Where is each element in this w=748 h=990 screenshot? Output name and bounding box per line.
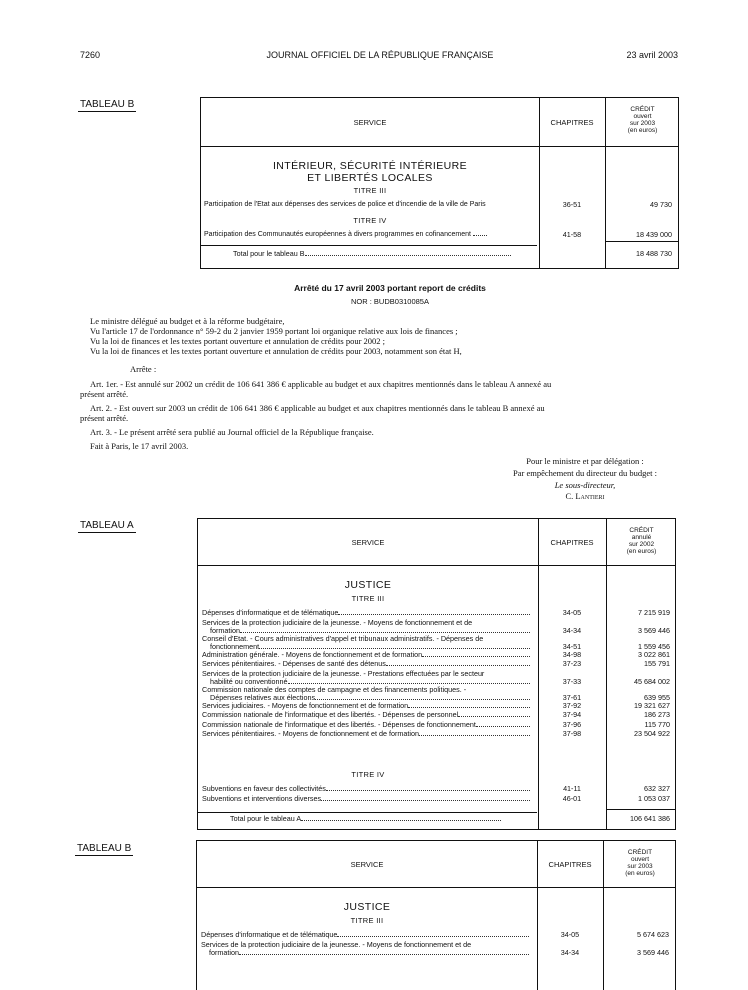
signature-line-2: Par empêchement du directeur du budget : — [513, 468, 657, 478]
col-service-header: SERVICE — [350, 860, 384, 869]
col-credit-header: CRÉDIT ouvert sur 2003 (en euros) — [625, 849, 655, 877]
row-label: Services de la protection judiciaire de la jeunesse. - Moyens de fonctionnement et de — [201, 939, 472, 949]
titre-iv-heading: TITRE IV — [353, 216, 387, 225]
table-top: SERVICE CHAPITRES CRÉDIT ouvert sur 2003 (en euros) INTÉRIEUR, SÉCURITÉ INTÉRIEURE ET LIBERTÉS LOCALES TITRE III Participation de l'Etat aux dépenses des services de police et d'incendie de la ville de Paris 36-51 49 730 TITRE IV Participation des Communautés européennes à divers programmes en cofinancement 41-58 18 439 000 Total pour le tableau B 18 488 730 — [200, 97, 679, 269]
chapter-number: 37-92 — [562, 700, 582, 710]
table-row — [198, 721, 670, 729]
visa-line: Vu la loi de finances et les textes portant ouverture et annulation de crédits pour 2003, notamment son état H, — [90, 346, 462, 356]
row-label-cont: Dépenses relatives aux élections — [210, 694, 530, 702]
page-number: 7260 — [80, 50, 101, 60]
row-label: Dépenses d'informatique et de télématique — [202, 609, 530, 617]
chapter-number: 34-34 — [562, 625, 582, 635]
chapter-number: 37-23 — [562, 659, 582, 668]
chapter-number: 41-11 — [563, 784, 581, 793]
row-label: Services de la protection judiciaire de la jeunesse. - Moyens de fonctionnement et de — [202, 617, 473, 627]
article-3: Art. 3. - Le présent arrêté sera publié au Journal officiel de la République française. — [90, 427, 374, 437]
row-label: Conseil d'Etat. - Cours administratives d'appel et tribunaux administratifs. - Dépenses de — [202, 633, 484, 643]
chapter-number: 34-05 — [560, 930, 580, 939]
article-1-cont: présent arrêté. — [80, 389, 129, 399]
credit-amount: 115 770 — [644, 719, 670, 729]
table-row — [198, 651, 670, 659]
ministry-title: JUSTICE — [343, 901, 391, 913]
row-label: Services de la protection judiciaire de la jeunesse. - Prestations effectuées par le secteur — [202, 668, 485, 678]
signature-name: C. Lantieri — [565, 491, 605, 501]
fait-a-paris: Fait à Paris, le 17 avril 2003. — [90, 441, 189, 451]
credit-amount: 155 791 — [644, 659, 670, 668]
article-2: Art. 2. - Est ouvert sur 2003 un crédit de 106 641 386 € applicable au budget et aux chapitres mentionnés dans le tableau B annexé au — [90, 403, 545, 413]
row-label: Subventions et interventions diverses — [202, 795, 530, 803]
table-top-label: TABLEAU B — [80, 99, 135, 110]
row-label-cont: formation — [209, 949, 529, 957]
row-label: Subventions en faveur des collectivités — [202, 785, 530, 793]
col-credit-header: CRÉDIT ouvert sur 2003 (en euros) — [627, 106, 658, 134]
table-row — [198, 670, 670, 686]
nor-reference: NOR : BUDB0310085A — [351, 297, 429, 306]
ministry-title: JUSTICE — [344, 579, 392, 591]
table-row — [198, 686, 670, 702]
credit-amount: 5 674 623 — [637, 930, 669, 939]
article-2-cont: présent arrêté. — [80, 413, 129, 423]
credit-amount: 3 569 446 — [637, 947, 669, 957]
col-chapitres-header: CHAPITRES — [550, 538, 594, 547]
chapter-number: 37-61 — [562, 692, 582, 702]
credit-amount: 45 684 002 — [634, 676, 670, 686]
arrete-title: Arrêté du 17 avril 2003 portant report de crédits — [294, 283, 486, 293]
table-b2-label: TABLEAU B — [77, 843, 132, 854]
table-row — [198, 730, 670, 738]
row-label-cont: fonctionnement — [210, 643, 530, 651]
table-row — [197, 941, 669, 957]
table-row — [198, 785, 670, 793]
table-row — [198, 635, 670, 651]
signature-line-3: Le sous-directeur, — [554, 480, 616, 490]
chapter-number: 37-98 — [562, 729, 582, 738]
table-row — [198, 702, 670, 710]
chapter-number: 34-98 — [562, 649, 582, 659]
credit-amount: 1 559 456 — [638, 641, 670, 651]
table-a-label: TABLEAU A — [80, 520, 134, 531]
chapter-number: 37-33 — [562, 676, 582, 686]
credit-amount: 639 955 — [644, 692, 670, 702]
credit-amount: 3 569 446 — [638, 625, 670, 635]
table-row — [198, 711, 670, 719]
row-label-cont: formation — [210, 627, 530, 635]
table-b2 — [196, 840, 676, 990]
col-service-header: SERVICE — [353, 118, 387, 127]
row-label: Commission nationale de l'informatique et des libertés. - Dépenses de fonctionnement — [202, 721, 530, 729]
chapter-number: 37-94 — [562, 710, 582, 719]
chapter-number: 34-34 — [560, 947, 580, 957]
titre-iii-heading: TITRE III — [353, 186, 387, 195]
col-chapitres-header: CHAPITRES — [548, 860, 592, 869]
titre-iv-heading: TITRE IV — [351, 770, 385, 779]
page-date: 23 avril 2003 — [626, 50, 678, 60]
credit-amount: 23 504 922 — [634, 729, 670, 738]
visa-line: Vu la loi de finances et les textes portant ouverture et annulation de crédits pour 2002 ; — [90, 336, 386, 346]
journal-title: JOURNAL OFFICIEL DE LA RÉPUBLIQUE FRANÇAISE — [266, 50, 494, 60]
table-row — [198, 795, 670, 803]
col-service-header: SERVICE — [351, 538, 385, 547]
credit-amount: 186 273 — [644, 710, 670, 719]
visa-line: Le ministre délégué au budget et à la réforme budgétaire, — [90, 316, 285, 326]
table-row — [198, 660, 670, 668]
row-label: Services judiciaires. - Moyens de fonctionnement et de formation — [202, 702, 530, 710]
col-credit-header: CRÉDIT annulé sur 2002 (en euros) — [626, 527, 657, 555]
row-label: Commission nationale des comptes de campagne et des financements politiques. - — [202, 684, 467, 694]
table-row — [198, 609, 670, 617]
visa-line: Vu l'article 17 de l'ordonnance n° 59-2 du 2 janvier 1959 portant loi organique relative aux lois de finances ; — [90, 326, 458, 336]
signature-line-1: Pour le ministre et par délégation : — [526, 456, 644, 466]
row-label: Services pénitentiaires. - Dépenses de santé des détenus — [202, 660, 530, 668]
credit-amount: 3 022 861 — [638, 649, 670, 659]
col-chapitres-header: CHAPITRES — [550, 118, 594, 127]
table-row — [197, 931, 669, 939]
titre-iii-heading: TITRE III — [351, 594, 385, 603]
credit-amount: 19 321 627 — [634, 700, 670, 710]
table-a: SERVICE CHAPITRES CRÉDIT annulé sur 2002 (en euros) JUSTICE TITRE III Dépenses d'informatique et de télématique 34-05 7 215 919 Services de la protection judiciaire de la jeunesse. - Moyens de fonctionnement et de formation 34-34 3 569 446 Conseil d'Etat. - Cours administratives d'appel et tribunaux administratifs. - Dépenses de fonctionnement 34-51 1 559 456 Administration générale. - Moyens de fonctionnement et de formation 34-98 3 022 861 Services pénitentiaires. - Dépenses de santé des détenus 37-23 155 791 Services de la protection judiciaire de la jeunesse. - Prestations effectuées par le secteur habilité ou conventionné 37-33 45 684 002 Commission nationale des comptes de campagne et des financements politiques. - Dépenses relatives aux élections 37-61 639 955 Services judiciaires. - Moyens de fonctionnement et de formation 37-92 19 321 627 Commission nationale de l'informatique et des libertés. - Dépenses de personnel 37-94 186 273 Commission nationale de l'informatique et des libertés. - Dépenses de fonctionnement 37-96 115 770 Services pénitentiaires. - Moyens de fonctionnement et de formation 37-98 23 504 922 TITRE IV Subventions en faveur des collectivités 41-11 632 327 Subventions et interventions diverses 46-01 1 053 037 Total pour le tableau A 106 641 386 — [197, 518, 676, 830]
row-label-cont: habilité ou conventionné — [210, 678, 530, 686]
row-label: Dépenses d'informatique et de télématique — [201, 931, 529, 939]
row-label: Commission nationale de l'informatique et des libertés. - Dépenses de personnel — [202, 711, 530, 719]
ministry-title: INTÉRIEUR, SÉCURITÉ INTÉRIEURE ET LIBERTÉS LOCALES — [272, 160, 468, 184]
credit-amount: 1 053 037 — [638, 793, 670, 803]
table-row — [198, 619, 670, 635]
chapter-number: 34-51 — [562, 641, 582, 651]
chapter-number: 34-05 — [562, 608, 582, 617]
chapter-number: 46-01 — [562, 793, 582, 803]
titre-iii-heading: TITRE III — [350, 916, 384, 925]
arrete-word: Arrête : — [130, 364, 157, 374]
credit-amount: 7 215 919 — [638, 608, 670, 617]
chapter-number: 37-96 — [562, 719, 582, 729]
row-label: Administration générale. - Moyens de fonctionnement et de formation — [202, 651, 530, 659]
credit-amount: 632 327 — [644, 784, 670, 793]
article-1: Art. 1er. - Est annulé sur 2002 un crédit de 106 641 386 € applicable au budget et aux chapitres mentionnés dans le tableau A annexé au — [90, 379, 552, 389]
row-label: Services pénitentiaires. - Moyens de fonctionnement et de formation — [202, 730, 530, 738]
